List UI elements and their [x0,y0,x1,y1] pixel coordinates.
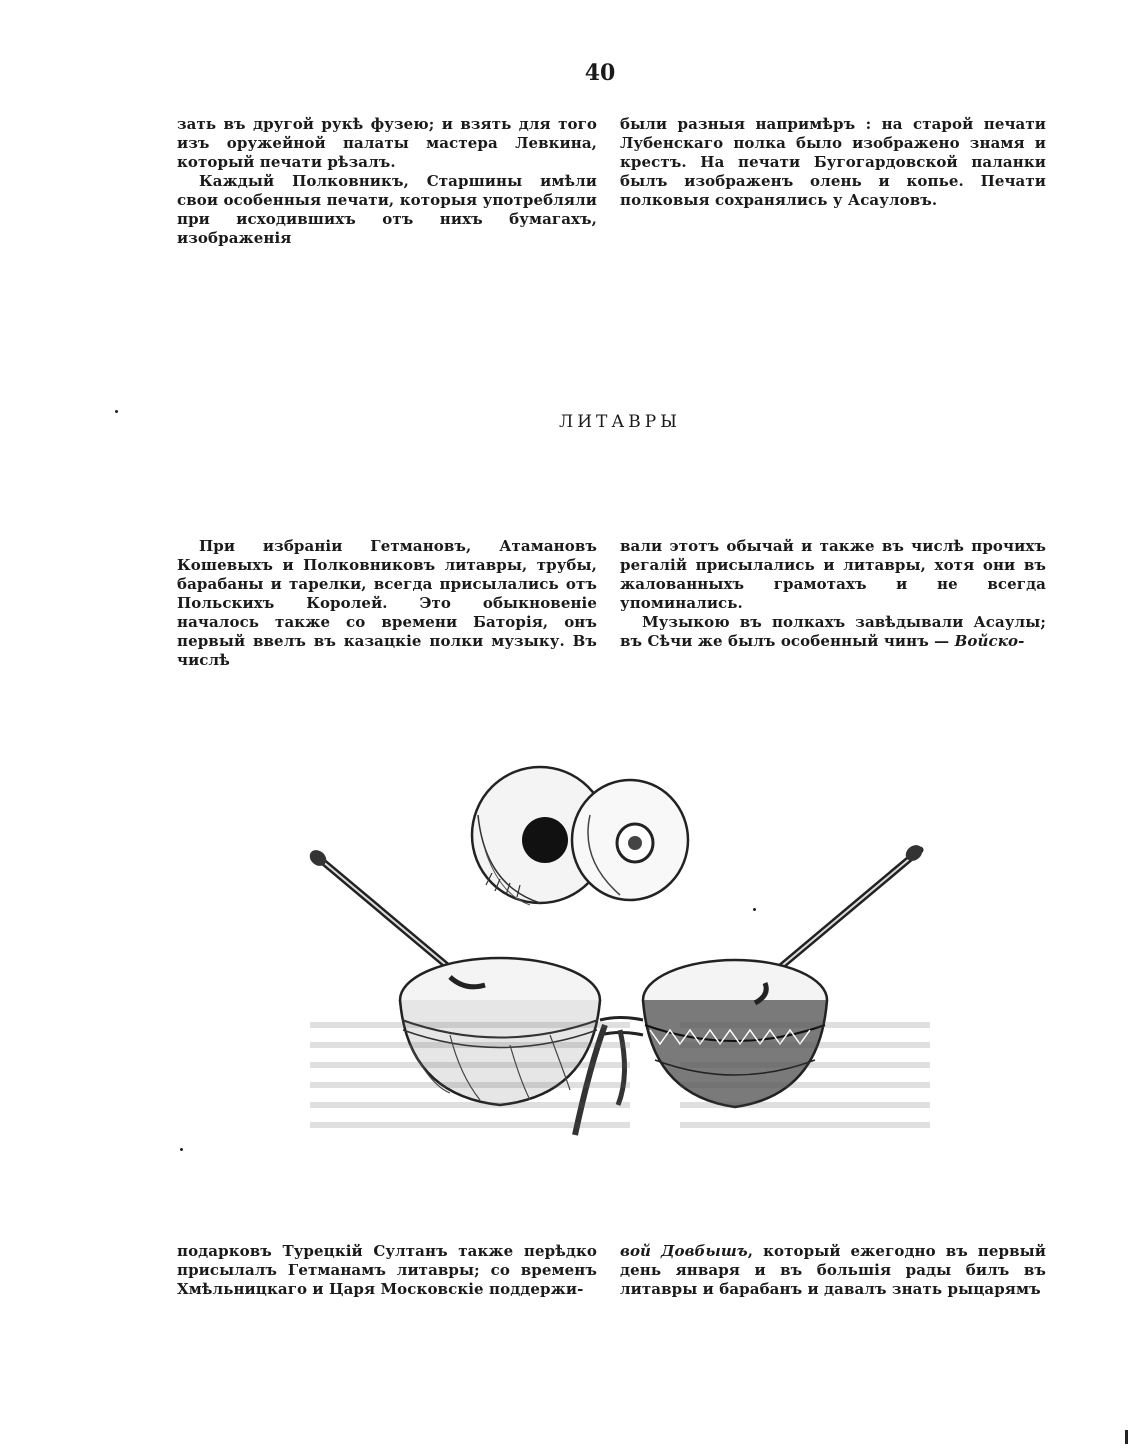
scan-speck [180,1148,183,1151]
paragraph: подарковъ Турецкій Султанъ также перѣдко присылалъ Гетманамъ литавры; со временъ Хмѣльницкаго и Царя Московскіе поддержи- [177,1242,597,1298]
bottom-right-column [620,1242,1046,1299]
top-left-column [177,115,597,248]
paragraph: зать въ другой рукѣ фузею; и взять для того изъ оружейной палаты мастера Левкина, который печати рѣзалъ. [177,115,597,171]
middle-right-column [620,537,1046,651]
section-heading: ЛИТАВРЫ [559,412,681,432]
bottom-left-column [177,1242,597,1299]
paragraph-text: , который ежегодно въ первый день января и въ большія рады билъ въ литавры и барабанъ и давалъ знать рыцарямъ [620,1242,1046,1298]
paragraph: были разныя напримѣръ : на старой печати Лубенскаго полка было изображено знамя и крестъ. На печати Бугогардовской паланки былъ изображенъ олень и копье. Печати полковыя сохранялись у Асауловъ. [620,115,1046,209]
paragraph [620,613,1046,651]
scan-mark [1125,1430,1128,1444]
italic-word: Войско- [954,632,1025,650]
cymbals-drawing [472,767,688,905]
scan-speck [115,410,118,413]
page-number: 40 [584,60,616,86]
paragraph: Каждый Полковникъ, Старшины имѣли свои особенныя печати, которыя употребляли при исходившихъ отъ нихъ бумагахъ, изображенія [177,172,597,247]
paragraph [620,1242,1046,1299]
middle-left-column [177,537,597,670]
paragraph: вали этотъ обычай и также въ числѣ прочихъ регалій присылались и литавры, хотя они въ жалованныхъ грамотахъ и не всегда упоминались. [620,537,1046,612]
top-right-column [620,115,1046,210]
kettledrums-illustration [300,745,940,1165]
paragraph-text: Музыкою въ полкахъ завѣдывали Асаулы; въ Сѣчи же былъ особенный чинъ — [620,613,1046,650]
scan-speck [753,908,756,911]
paragraph: При избраніи Гетмановъ, Атамановъ Кошевыхъ и Полковниковъ литавры, трубы, барабаны и тарелки, всегда присылались отъ Польскихъ Королей. Это обыкновеніе началось также со времени Баторія, онъ первый ввелъ въ казацкіе полки музыку. Въ числѣ [177,537,597,669]
italic-words: вой Довбышъ [620,1242,748,1260]
